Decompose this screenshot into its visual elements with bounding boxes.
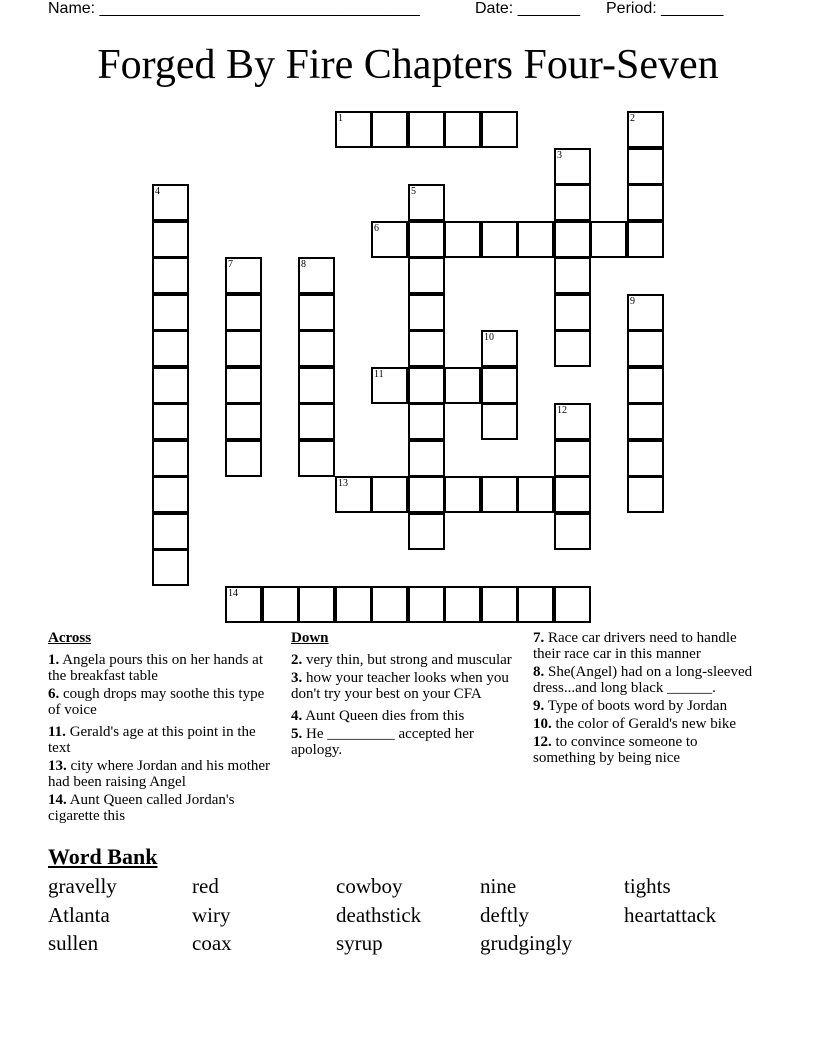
clue-number: 8 — [301, 259, 306, 270]
clue-number: 13 — [338, 478, 348, 489]
crossword-cell[interactable] — [298, 294, 335, 331]
clue-number: 3 — [557, 150, 562, 161]
clue-across-6: 6. cough drops may soothe this type of voice — [48, 686, 265, 718]
crossword-cell[interactable] — [481, 476, 518, 513]
crossword-cell[interactable] — [152, 330, 189, 367]
crossword-cell[interactable] — [627, 221, 664, 258]
crossword-cell[interactable] — [517, 586, 554, 623]
crossword-cell[interactable] — [225, 440, 262, 477]
clue-number: 11 — [374, 369, 384, 380]
clue-number: 4 — [155, 186, 160, 197]
crossword-cell[interactable] — [517, 476, 554, 513]
crossword-cell[interactable] — [152, 184, 189, 221]
clue-down-9: 9. Type of boots word by Jordan — [533, 698, 728, 714]
crossword-cell[interactable] — [590, 221, 627, 258]
word-bank-word: tights — [624, 874, 671, 898]
crossword-cell[interactable] — [627, 184, 664, 221]
crossword-cell[interactable] — [554, 330, 591, 367]
word-bank-word: gravelly — [48, 874, 117, 898]
crossword-cell[interactable] — [554, 440, 591, 477]
down-clues-continued — [533, 630, 758, 768]
crossword-cell[interactable] — [225, 294, 262, 331]
crossword-cell[interactable] — [298, 367, 335, 404]
crossword-cell[interactable] — [335, 586, 372, 623]
clue-number: 9 — [630, 296, 635, 307]
crossword-cell[interactable] — [627, 367, 664, 404]
crossword-cell[interactable] — [444, 476, 481, 513]
crossword-cell[interactable] — [225, 403, 262, 440]
crossword-cell[interactable] — [152, 403, 189, 440]
crossword-cell[interactable] — [298, 403, 335, 440]
crossword-cell[interactable] — [408, 221, 445, 258]
crossword-cell[interactable] — [298, 330, 335, 367]
crossword-cell[interactable] — [152, 476, 189, 513]
crossword-cell[interactable] — [225, 367, 262, 404]
crossword-cell[interactable] — [408, 294, 445, 331]
clue-number: 14 — [228, 588, 238, 599]
crossword-cell[interactable] — [152, 440, 189, 477]
crossword-cell[interactable] — [444, 111, 481, 148]
clue-down-2: 2. very thin, but strong and muscular — [291, 652, 512, 668]
word-bank-word: heartattack — [624, 903, 717, 927]
crossword-cell[interactable] — [152, 513, 189, 550]
clue-number: 6 — [374, 223, 379, 234]
crossword-cell[interactable] — [481, 586, 518, 623]
clue-across-1: 1. Angela pours this on her hands at the breakfast table — [48, 652, 263, 684]
word-bank-word: syrup — [336, 931, 383, 955]
crossword-cell[interactable] — [298, 257, 335, 294]
word-bank-word: sullen — [48, 931, 99, 955]
crossword-cell[interactable] — [152, 549, 189, 586]
crossword-cell[interactable] — [408, 330, 445, 367]
word-bank-word: grudgingly — [480, 931, 573, 955]
clue-down-5: 5. He _________ accepted her apology. — [291, 726, 474, 758]
page-title: Forged By Fire Chapters Four-Seven — [97, 42, 719, 88]
word-bank-word: deathstick — [336, 903, 422, 927]
clue-down-10: 10. the color of Gerald's new bike — [533, 716, 737, 732]
crossword-cell[interactable] — [444, 367, 481, 404]
crossword-cell[interactable] — [554, 184, 591, 221]
crossword-cell[interactable] — [444, 586, 481, 623]
crossword-cell[interactable] — [627, 440, 664, 477]
crossword-cell[interactable] — [298, 586, 335, 623]
across-clues — [48, 630, 278, 826]
crossword-cell[interactable] — [152, 257, 189, 294]
crossword-cell[interactable] — [371, 367, 408, 404]
clue-number: 5 — [411, 186, 416, 197]
crossword-cell[interactable] — [408, 476, 445, 513]
word-bank-word: Atlanta — [48, 903, 110, 927]
crossword-cell[interactable] — [152, 294, 189, 331]
name-line[interactable]: Name: ____________________________________ — [48, 0, 420, 17]
crossword-cell[interactable] — [225, 330, 262, 367]
clue-number: 10 — [484, 332, 494, 343]
across-heading: Across — [48, 630, 92, 646]
crossword-cell[interactable] — [371, 476, 408, 513]
clue-down-12: 12. to convince someone to something by being nice — [533, 734, 698, 766]
crossword-cell[interactable] — [408, 111, 445, 148]
word-bank-word: deftly — [480, 903, 529, 927]
crossword-cell[interactable] — [298, 440, 335, 477]
clue-across-14: 14. Aunt Queen called Jordan's cigarette this — [48, 792, 235, 824]
date-line[interactable]: Date: _______ — [475, 0, 580, 17]
clue-across-11: 11. Gerald's age at this point in the text — [48, 724, 256, 756]
crossword-cell[interactable] — [481, 367, 518, 404]
down-heading: Down — [291, 630, 329, 646]
word-bank-word: nine — [480, 874, 517, 898]
crossword-cell[interactable] — [481, 111, 518, 148]
crossword-cell[interactable] — [371, 586, 408, 623]
crossword-cell[interactable] — [408, 440, 445, 477]
word-bank-word: wiry — [192, 903, 231, 927]
word-bank-word: red — [192, 874, 219, 898]
crossword-cell[interactable] — [408, 403, 445, 440]
crossword-cell[interactable] — [408, 513, 445, 550]
crossword-cell[interactable] — [554, 513, 591, 550]
crossword-cell[interactable] — [481, 330, 518, 367]
clue-number: 1 — [338, 113, 343, 124]
crossword-cell[interactable] — [262, 586, 299, 623]
clue-number: 7 — [228, 259, 233, 270]
period-line[interactable]: Period: _______ — [606, 0, 724, 17]
crossword-cell[interactable] — [554, 403, 591, 440]
crossword-cell[interactable] — [408, 184, 445, 221]
crossword-cell[interactable] — [225, 257, 262, 294]
crossword-cell[interactable] — [371, 221, 408, 258]
crossword-cell[interactable] — [627, 476, 664, 513]
clue-down-8: 8. She(Angel) had on a long-sleeved dress...and long black ______. — [533, 664, 753, 696]
down-clues — [291, 630, 527, 760]
crossword-cell[interactable] — [408, 367, 445, 404]
clue-across-13: 13. city where Jordan and his mother had been raising Angel — [48, 758, 271, 790]
word-bank-title: Word Bank — [48, 844, 158, 869]
crossword-cell[interactable] — [627, 403, 664, 440]
crossword-cell[interactable] — [444, 221, 481, 258]
crossword-cell[interactable] — [554, 221, 591, 258]
clue-down-7: 7. Race car drivers need to handle their race car in this manner — [533, 630, 737, 662]
crossword-cell[interactable] — [371, 111, 408, 148]
clue-number: 12 — [557, 405, 567, 416]
crossword-cell[interactable] — [554, 586, 591, 623]
crossword-cell[interactable] — [554, 148, 591, 185]
crossword-cell[interactable] — [627, 148, 664, 185]
crossword-cell[interactable] — [335, 111, 372, 148]
crossword-cell[interactable] — [152, 221, 189, 258]
crossword-cell[interactable] — [481, 403, 518, 440]
crossword-cell[interactable] — [152, 367, 189, 404]
crossword-cell[interactable] — [627, 330, 664, 367]
crossword-cell[interactable] — [408, 586, 445, 623]
clue-number: 2 — [630, 113, 635, 124]
crossword-cell[interactable] — [335, 476, 372, 513]
clue-down-3: 3. how your teacher looks when you don't try your best on your CFA — [291, 670, 509, 702]
word-bank-word: cowboy — [336, 874, 403, 898]
crossword-cell[interactable] — [627, 111, 664, 148]
crossword-cell[interactable] — [554, 476, 591, 513]
crossword-cell[interactable] — [225, 586, 262, 623]
crossword-cell[interactable] — [481, 221, 518, 258]
crossword-cell[interactable] — [408, 257, 445, 294]
crossword-cell[interactable] — [554, 294, 591, 331]
word-bank-word: coax — [192, 931, 232, 955]
crossword-cell[interactable] — [517, 221, 554, 258]
crossword-cell[interactable] — [554, 257, 591, 294]
crossword-cell[interactable] — [627, 294, 664, 331]
clue-down-4: 4. Aunt Queen dies from this — [291, 708, 465, 724]
